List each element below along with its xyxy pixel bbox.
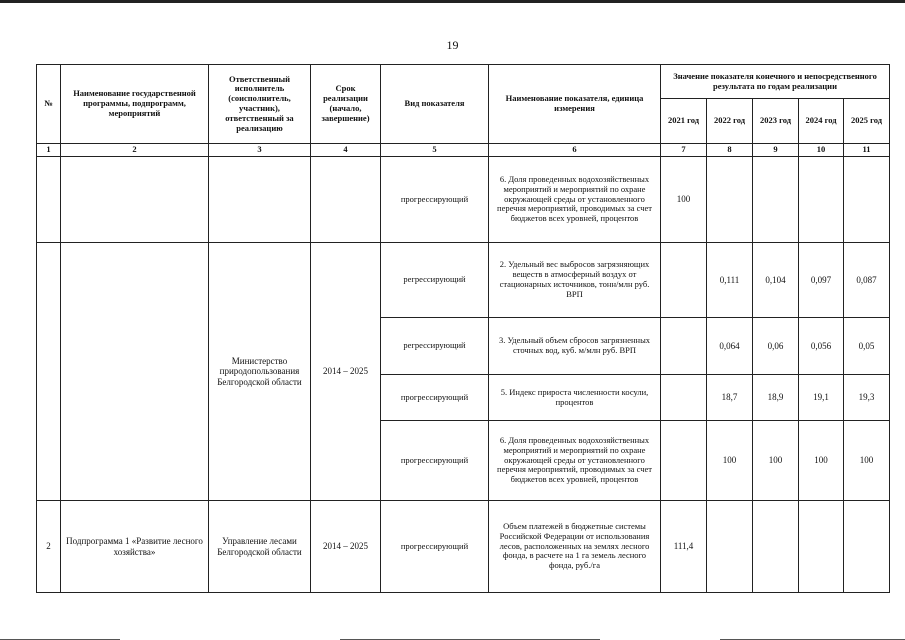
header-values-group: Значение показателя конечного и непосредственного результата по годам реализации xyxy=(661,65,890,99)
value-2025: 0,05 xyxy=(844,318,890,375)
value-2024: 19,1 xyxy=(799,375,844,421)
value-2025 xyxy=(844,157,890,243)
column-number: 10 xyxy=(799,144,844,157)
column-numbers-row xyxy=(37,144,890,157)
value-2022: 18,7 xyxy=(707,375,753,421)
value-2021: 100 xyxy=(661,157,707,243)
column-number: 8 xyxy=(707,144,753,157)
value-2021 xyxy=(661,421,707,501)
value-2022 xyxy=(707,157,753,243)
scan-top-edge xyxy=(0,0,905,3)
row-indicator-cell: 3. Удельный объем сбросов загрязненных сточных вод, куб. м/млн руб. ВРП xyxy=(489,318,661,375)
row-indicator-cell: 6. Доля проведенных водохозяйственных мероприятий и мероприятий по охране окружающей среды от установленного перечня мероприятий, проводимых за счет бюджетов всех уровней, процентов xyxy=(489,157,661,243)
value-2022 xyxy=(707,501,753,593)
row-type-cell: прогрессирующий xyxy=(381,421,489,501)
value-2023 xyxy=(753,501,799,593)
header-type: Вид показателя xyxy=(381,65,489,144)
value-2025 xyxy=(844,501,890,593)
row-type-cell: прогрессирующий xyxy=(381,501,489,593)
value-2024: 0,097 xyxy=(799,243,844,318)
value-2025: 0,087 xyxy=(844,243,890,318)
header-year: 2022 год xyxy=(707,99,753,144)
row-indicator-cell: 6. Доля проведенных водохозяйственных мероприятий и мероприятий по охране окружающей среды от установленного перечня мероприятий, проводимых за счет бюджетов всех уровней, процентов xyxy=(489,421,661,501)
header-year: 2021 год xyxy=(661,99,707,144)
indicators-table xyxy=(36,64,890,593)
table-row xyxy=(37,501,890,593)
group-executor-cell: Министерство природопользования Белгородской области xyxy=(209,243,311,501)
row-term-cell xyxy=(311,157,381,243)
row-type-cell: прогрессирующий xyxy=(381,375,489,421)
row-type-cell: прогрессирующий xyxy=(381,157,489,243)
value-2024 xyxy=(799,501,844,593)
value-2023: 100 xyxy=(753,421,799,501)
row-name-cell xyxy=(61,243,209,501)
column-number: 3 xyxy=(209,144,311,157)
header-term: Срок реализации (начало, завершение) xyxy=(311,65,381,144)
header-year: 2025 год xyxy=(844,99,890,144)
value-2025: 100 xyxy=(844,421,890,501)
value-2024 xyxy=(799,157,844,243)
header-year: 2024 год xyxy=(799,99,844,144)
value-2024: 100 xyxy=(799,421,844,501)
value-2023 xyxy=(753,157,799,243)
row-executor-cell xyxy=(209,157,311,243)
subprogram-name-cell: Подпрограмма 1 «Развитие лесного хозяйства» xyxy=(61,501,209,593)
page-number: 19 xyxy=(446,38,459,52)
value-2023: 18,9 xyxy=(753,375,799,421)
group-term-cell: 2014 – 2025 xyxy=(311,243,381,501)
value-2021: 111,4 xyxy=(661,501,707,593)
value-2022: 0,064 xyxy=(707,318,753,375)
column-number: 4 xyxy=(311,144,381,157)
header-name: Наименование государственной программы, подпрограмм, мероприятий xyxy=(61,65,209,144)
row-num-cell xyxy=(37,243,61,501)
value-2023: 0,06 xyxy=(753,318,799,375)
column-number: 5 xyxy=(381,144,489,157)
row-num-cell: 2 xyxy=(37,501,61,593)
value-2023: 0,104 xyxy=(753,243,799,318)
row-type-cell: регрессирующий xyxy=(381,318,489,375)
row-indicator-cell: Объем платежей в бюджетные системы Российской Федерации от использования лесов, расположенных на землях лесного фонда, в расчете на 1 га земель лесного фонда, руб./га xyxy=(489,501,661,593)
value-2021 xyxy=(661,318,707,375)
header-indicator: Наименование показателя, единица измерения xyxy=(489,65,661,144)
subprogram-term-cell: 2014 – 2025 xyxy=(311,501,381,593)
column-number: 7 xyxy=(661,144,707,157)
value-2021 xyxy=(661,375,707,421)
row-num-cell xyxy=(37,157,61,243)
header-num: № xyxy=(37,65,61,144)
value-2021 xyxy=(661,243,707,318)
row-type-cell: регрессирующий xyxy=(381,243,489,318)
table-row xyxy=(37,243,890,318)
table-row xyxy=(37,157,890,243)
row-indicator-cell: 5. Индекс прироста численности косули, процентов xyxy=(489,375,661,421)
value-2025: 19,3 xyxy=(844,375,890,421)
value-2022: 0,111 xyxy=(707,243,753,318)
row-indicator-cell: 2. Удельный вес выбросов загрязняющих веществ в атмосферный воздух от стационарных источников, тонн/млн руб. ВРП xyxy=(489,243,661,318)
subprogram-executor-cell: Управление лесами Белгородской области xyxy=(209,501,311,593)
row-name-cell xyxy=(61,157,209,243)
column-number: 1 xyxy=(37,144,61,157)
column-number: 11 xyxy=(844,144,890,157)
header-year: 2023 год xyxy=(753,99,799,144)
value-2024: 0,056 xyxy=(799,318,844,375)
header-executor: Ответственный исполнитель (соисполнитель, участник), ответственный за реализацию xyxy=(209,65,311,144)
column-number: 9 xyxy=(753,144,799,157)
column-number: 2 xyxy=(61,144,209,157)
value-2022: 100 xyxy=(707,421,753,501)
column-number: 6 xyxy=(489,144,661,157)
